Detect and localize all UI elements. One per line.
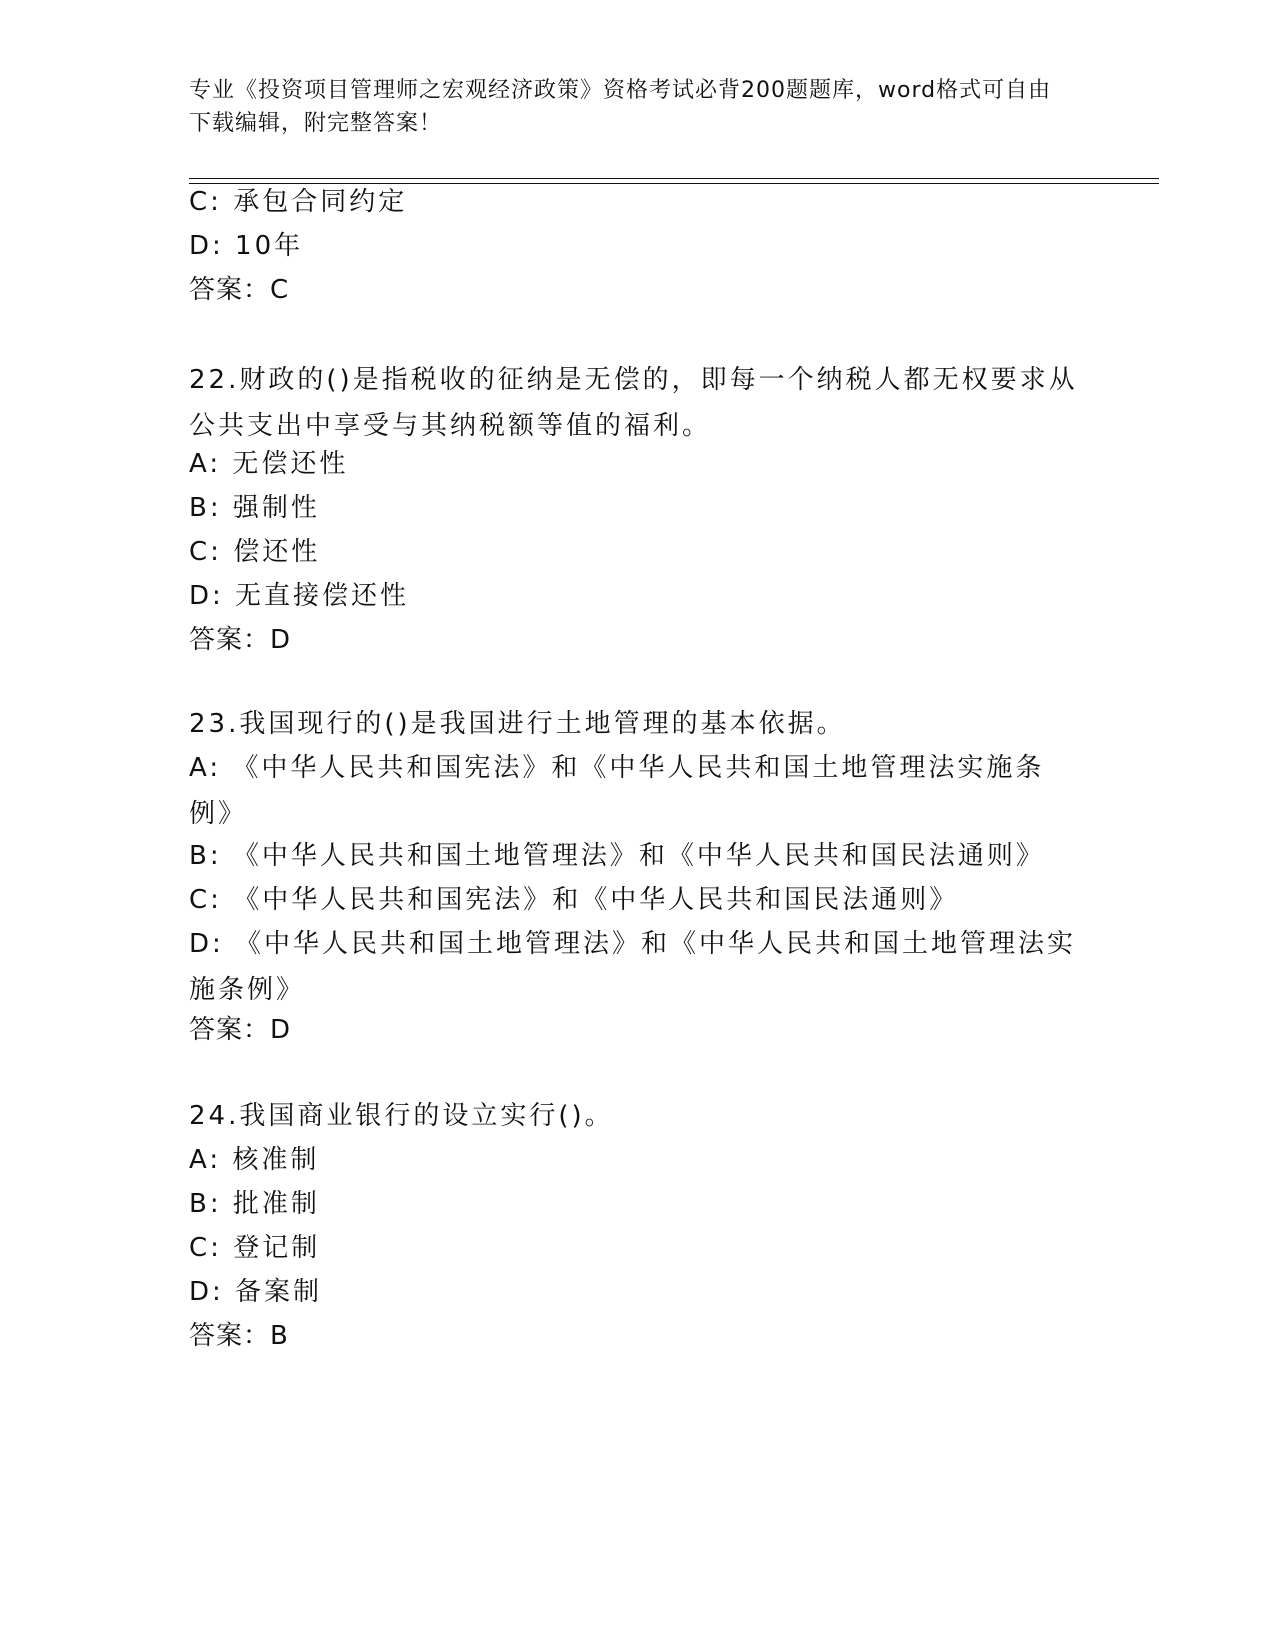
option-text: 无偿还性 bbox=[232, 449, 349, 479]
option-a bbox=[189, 745, 1079, 837]
option-text: 《中华人民共和国土地管理法》和《中华人民共和国土地管理法实施条例》 bbox=[189, 929, 1077, 1005]
answer-line: 答案：C bbox=[189, 275, 290, 305]
option-label: B: bbox=[189, 841, 222, 871]
option-b bbox=[189, 1187, 1089, 1221]
option-text: 强制性 bbox=[232, 493, 320, 523]
header-divider-bottom bbox=[189, 183, 1159, 184]
option-label: A: bbox=[189, 753, 222, 783]
question-stem-24: 24.我国商业银行的设立实行()。 bbox=[189, 1101, 614, 1131]
option-a bbox=[189, 1143, 1089, 1177]
question-stem-22: 22.财政的()是指税收的征纳是无偿的，即每一个纳税人都无权要求从公共支出中享受与其纳税额等值的福利。 bbox=[189, 365, 1078, 441]
option-d bbox=[189, 229, 1089, 263]
question-stem-23: 23.我国现行的()是我国进行土地管理的基本依据。 bbox=[189, 709, 846, 739]
option-a bbox=[189, 447, 1089, 481]
option-label: D: bbox=[189, 581, 224, 611]
option-label: C: bbox=[189, 187, 222, 217]
option-text: 批准制 bbox=[232, 1189, 320, 1219]
option-c bbox=[189, 1231, 1089, 1265]
option-label: D: bbox=[189, 929, 224, 959]
option-label: C: bbox=[189, 1233, 222, 1263]
option-text: 登记制 bbox=[233, 1233, 321, 1263]
option-text: 承包合同约定 bbox=[233, 187, 408, 217]
option-d bbox=[189, 921, 1079, 1013]
option-text: 10年 bbox=[235, 231, 304, 261]
answer-line: 答案：D bbox=[189, 1015, 292, 1045]
option-text: 备案制 bbox=[235, 1277, 323, 1307]
answer-line: 答案：B bbox=[189, 1321, 289, 1351]
option-label: D: bbox=[189, 1277, 224, 1307]
option-c bbox=[189, 535, 1089, 569]
option-c bbox=[189, 185, 1089, 219]
option-d bbox=[189, 1275, 1089, 1309]
option-c bbox=[189, 883, 1089, 917]
option-text: 核准制 bbox=[232, 1145, 320, 1175]
option-label: A: bbox=[189, 449, 222, 479]
option-label: C: bbox=[189, 537, 222, 567]
option-label: D: bbox=[189, 231, 224, 261]
document-header: 专业《投资项目管理师之宏观经济政策》资格考试必背200题题库，word格式可自由下载编辑，附完整答案！ bbox=[189, 78, 1052, 136]
option-text: 无直接偿还性 bbox=[235, 581, 410, 611]
option-text: 《中华人民共和国宪法》和《中华人民共和国土地管理法实施条例》 bbox=[189, 753, 1045, 829]
option-label: B: bbox=[189, 1189, 222, 1219]
option-text: 《中华人民共和国宪法》和《中华人民共和国民法通则》 bbox=[233, 885, 959, 915]
option-label: B: bbox=[189, 493, 222, 523]
option-d bbox=[189, 579, 1089, 613]
option-text: 《中华人民共和国土地管理法》和《中华人民共和国民法通则》 bbox=[232, 841, 1045, 871]
option-b bbox=[189, 491, 1089, 525]
option-b bbox=[189, 839, 1089, 873]
option-label: A: bbox=[189, 1145, 222, 1175]
header-divider-top bbox=[189, 178, 1159, 179]
answer-line: 答案：D bbox=[189, 625, 292, 655]
option-text: 偿还性 bbox=[233, 537, 321, 567]
option-label: C: bbox=[189, 885, 222, 915]
